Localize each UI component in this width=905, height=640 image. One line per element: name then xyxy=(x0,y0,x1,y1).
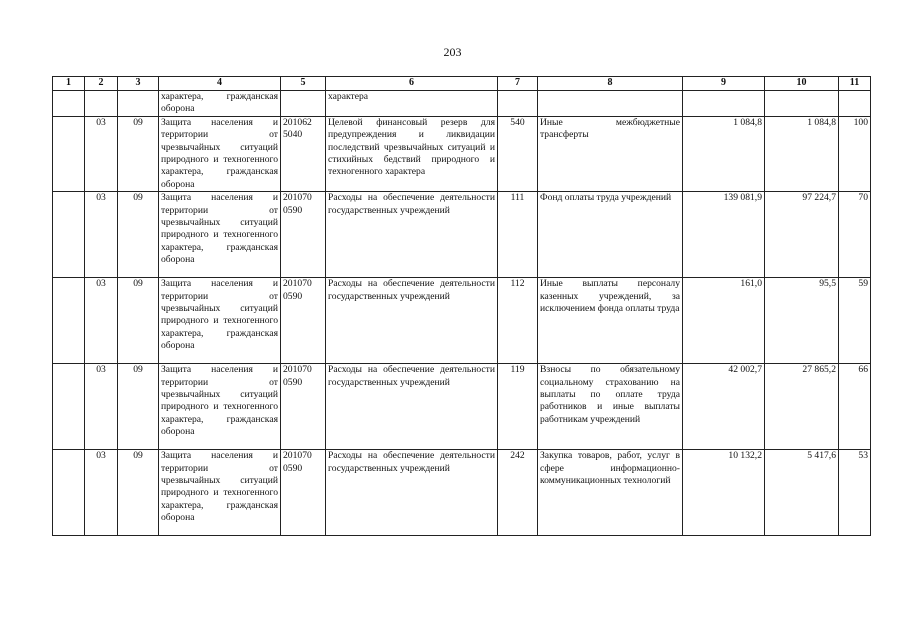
continuation-row xyxy=(53,91,871,117)
table-row xyxy=(53,364,871,450)
expense-type-code-cell: 111 xyxy=(498,192,538,278)
subsection-code-cell: 09 xyxy=(118,278,159,364)
column-header: 9 xyxy=(683,77,765,91)
table-cell xyxy=(53,364,85,450)
header-row xyxy=(53,77,871,91)
table-row xyxy=(53,450,871,536)
table-row xyxy=(53,278,871,364)
subsection-code-cell: 09 xyxy=(118,116,159,191)
column-header: 10 xyxy=(765,77,839,91)
subsection-code-cell: 09 xyxy=(118,364,159,450)
section-code-cell: 03 xyxy=(85,364,118,450)
table-cell xyxy=(683,91,765,117)
column-header: 3 xyxy=(118,77,159,91)
table-row xyxy=(53,116,871,191)
column-header: 7 xyxy=(498,77,538,91)
table-cell xyxy=(53,450,85,536)
expense-type-code-cell: 242 xyxy=(498,450,538,536)
expense-type-name-cell: Закупка товаров, работ, услуг в сфере информационно-коммуникационных технологий xyxy=(538,450,683,536)
table-cell xyxy=(839,91,871,117)
column-header: 5 xyxy=(281,77,326,91)
section-code-cell: 03 xyxy=(85,278,118,364)
table-cell xyxy=(498,91,538,117)
planned-amount-cell: 139 081,9 xyxy=(683,192,765,278)
expense-type-code-cell: 119 xyxy=(498,364,538,450)
section-name-cell: Защита населения и территории от чрезвычайных ситуаций природного и техногенного характера, гражданская оборона xyxy=(159,364,281,450)
target-item-cell: Расходы на обеспечение деятельности государственных учреждений xyxy=(326,278,498,364)
target-item-cell: Расходы на обеспечение деятельности государственных учреждений xyxy=(326,192,498,278)
expense-type-name-cell: Иные выплаты персоналу казенных учреждений, за исключением фонда оплаты труда xyxy=(538,278,683,364)
target-code-cell: 201070 0590 xyxy=(281,364,326,450)
table-row xyxy=(53,192,871,278)
table-cell xyxy=(85,91,118,117)
column-header: 6 xyxy=(326,77,498,91)
planned-amount-cell: 42 002,7 xyxy=(683,364,765,450)
planned-amount-cell: 161,0 xyxy=(683,278,765,364)
column-header: 8 xyxy=(538,77,683,91)
section-code-cell: 03 xyxy=(85,192,118,278)
section-name-cell: Защита населения и территории от чрезвычайных ситуаций природного и техногенного характера, гражданская оборона xyxy=(159,116,281,191)
target-code-cell: 201070 0590 xyxy=(281,192,326,278)
column-header: 2 xyxy=(85,77,118,91)
expense-type-name-cell: Фонд оплаты труда учреждений xyxy=(538,192,683,278)
percent-cell: 53 xyxy=(839,450,871,536)
section-name-cell: характера, гражданская оборона xyxy=(159,91,281,117)
column-header: 11 xyxy=(839,77,871,91)
executed-amount-cell: 1 084,8 xyxy=(765,116,839,191)
executed-amount-cell: 27 865,2 xyxy=(765,364,839,450)
percent-cell: 66 xyxy=(839,364,871,450)
expense-type-name-cell: Взносы по обязательному социальному страхованию на выплаты по оплате труда работников и иные выплаты работникам учреждений xyxy=(538,364,683,450)
page-number: 203 xyxy=(443,45,462,59)
table-cell xyxy=(765,91,839,117)
subsection-code-cell: 09 xyxy=(118,192,159,278)
subsection-code-cell: 09 xyxy=(118,450,159,536)
target-code-cell: 201062 5040 xyxy=(281,116,326,191)
percent-cell: 100 xyxy=(839,116,871,191)
percent-cell: 59 xyxy=(839,278,871,364)
planned-amount-cell: 10 132,2 xyxy=(683,450,765,536)
target-item-cell: характера xyxy=(326,91,498,117)
section-name-cell: Защита населения и территории от чрезвычайных ситуаций природного и техногенного характера, гражданская оборона xyxy=(159,278,281,364)
table-cell xyxy=(53,91,85,117)
target-code-cell: 201070 0590 xyxy=(281,450,326,536)
target-item-cell: Расходы на обеспечение деятельности государственных учреждений xyxy=(326,450,498,536)
section-code-cell: 03 xyxy=(85,116,118,191)
target-code-cell: 201070 0590 xyxy=(281,278,326,364)
table-cell xyxy=(53,116,85,191)
target-item-cell: Целевой финансовый резерв для предупреждения и ликвидации последствий чрезвычайных ситуаций и стихийных бедствий природного и техногенного характера xyxy=(326,116,498,191)
percent-cell: 70 xyxy=(839,192,871,278)
section-name-cell: Защита населения и территории от чрезвычайных ситуаций природного и техногенного характера, гражданская оборона xyxy=(159,192,281,278)
table-cell xyxy=(53,192,85,278)
table-cell xyxy=(53,278,85,364)
section-name-cell: Защита населения и территории от чрезвычайных ситуаций природного и техногенного характера, гражданская оборона xyxy=(159,450,281,536)
expense-type-code-cell: 112 xyxy=(498,278,538,364)
executed-amount-cell: 97 224,7 xyxy=(765,192,839,278)
executed-amount-cell: 5 417,6 xyxy=(765,450,839,536)
budget-table xyxy=(52,76,871,536)
expense-type-name-cell: Иные межбюджетные трансферты xyxy=(538,116,683,191)
column-header: 4 xyxy=(159,77,281,91)
executed-amount-cell: 95,5 xyxy=(765,278,839,364)
section-code-cell: 03 xyxy=(85,450,118,536)
column-header: 1 xyxy=(53,77,85,91)
table-cell xyxy=(281,91,326,117)
table-cell xyxy=(538,91,683,117)
target-item-cell: Расходы на обеспечение деятельности государственных учреждений xyxy=(326,364,498,450)
planned-amount-cell: 1 084,8 xyxy=(683,116,765,191)
table-cell xyxy=(118,91,159,117)
expense-type-code-cell: 540 xyxy=(498,116,538,191)
